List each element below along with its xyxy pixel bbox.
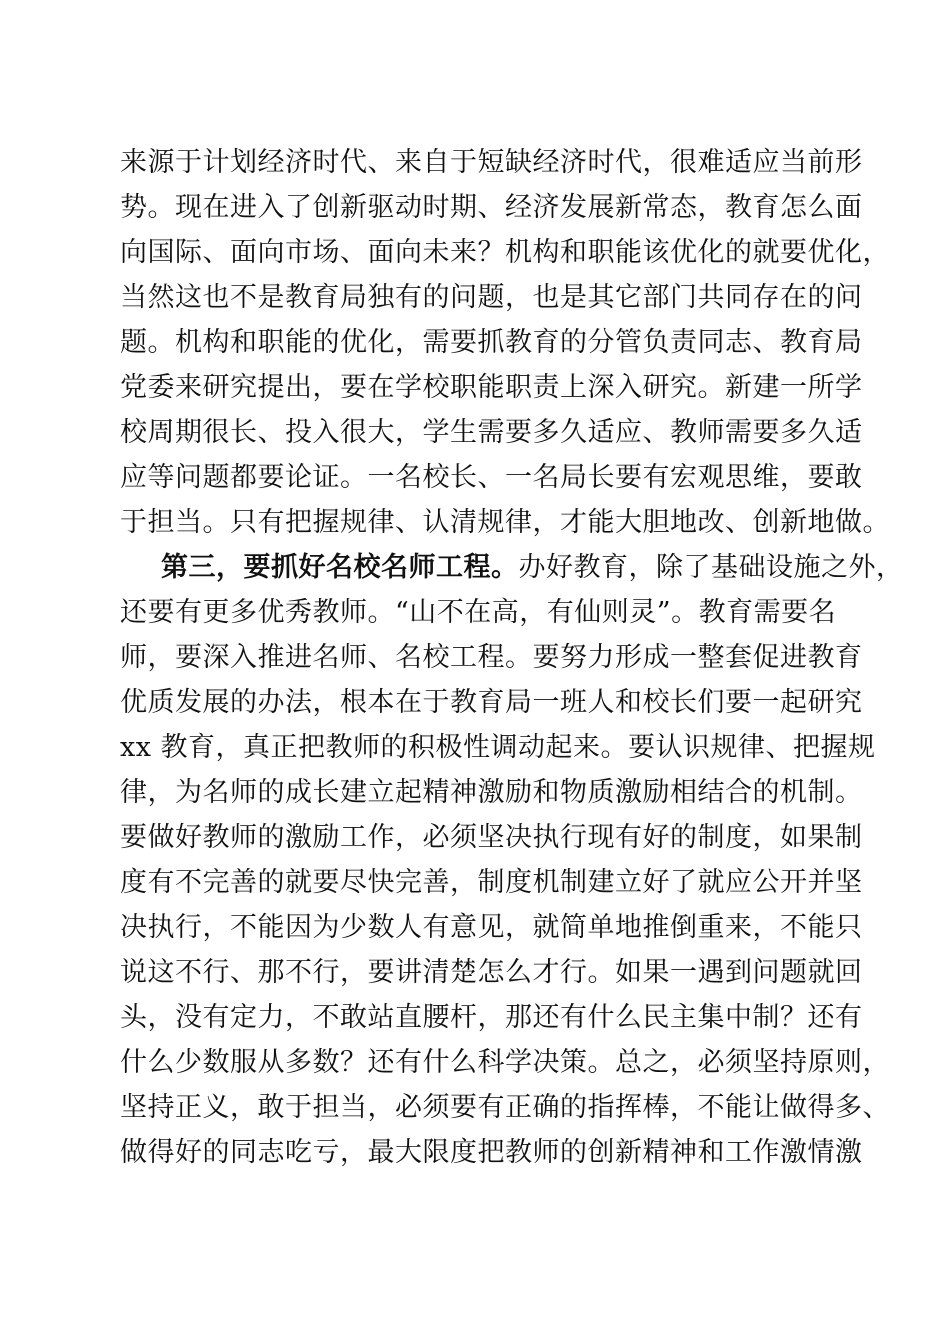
text-line: 要做好教师的激励工作，必须坚决执行现有好的制度，如果制	[120, 822, 863, 853]
text-line: 说这不行、那不行，要讲清楚怎么才行。如果一遇到问题就回	[120, 957, 863, 988]
text-line: 向国际、面向市场、面向未来？机构和职能该优化的就要优化，	[120, 237, 890, 268]
text-line: 党委来研究提出，要在学校职能职责上深入研究。新建一所学	[120, 372, 863, 403]
text-line: 头，没有定力，不敢站直腰杆，那还有什么民主集中制？还有	[120, 1002, 863, 1033]
text-line: 优质发展的办法，根本在于教育局一班人和校长们要一起研究	[120, 687, 863, 718]
text-line: 什么少数服从多数？还有什么科学决策。总之，必须坚持原则，	[120, 1047, 890, 1078]
paragraph-first-line	[120, 545, 904, 590]
document-body	[120, 140, 904, 1175]
text-line: 来源于计划经济时代、来自于短缺经济时代，很难适应当前形	[120, 147, 863, 178]
text-line: xx 教育，真正把教师的积极性调动起来。要认识规律、把握规	[120, 732, 876, 763]
text-line: 校周期很长、投入很大，学生需要多久适应、教师需要多久适	[120, 417, 863, 448]
text-line: 于担当。只有把握规律、认清规律，才能大胆地改、创新地做。	[120, 507, 890, 538]
text-line: 题。机构和职能的优化，需要抓教育的分管负责同志、教育局	[120, 327, 863, 358]
text-fragment: 办好教育，除了基础设施之外，	[518, 552, 904, 583]
section-heading: 第三，要抓好名校名师工程。	[161, 552, 519, 583]
text-line: 势。现在进入了创新驱动时期、经济发展新常态，教育怎么面	[120, 192, 863, 223]
text-line: 坚持正义，敢于担当，必须要有正确的指挥棒，不能让做得多、	[120, 1092, 890, 1123]
paragraph-2	[120, 545, 904, 1175]
text-line: 当然这也不是教育局独有的问题，也是其它部门共同存在的问	[120, 282, 863, 313]
paragraph-1	[120, 140, 890, 545]
text-line: 律，为名师的成长建立起精神激励和物质激励相结合的机制。	[120, 777, 863, 808]
text-line: 度有不完善的就要尽快完善，制度机制建立好了就应公开并坚	[120, 867, 863, 898]
text-line: 做得好的同志吃亏，最大限度把教师的创新精神和工作激情激	[120, 1137, 863, 1168]
text-line: 决执行，不能因为少数人有意见，就简单地推倒重来，不能只	[120, 912, 863, 943]
text-line: 还要有更多优秀教师。“山不在高，有仙则灵”。教育需要名	[120, 597, 837, 628]
text-line: 应等问题都要论证。一名校长、一名局长要有宏观思维，要敢	[120, 462, 863, 493]
text-line: 师，要深入推进名师、名校工程。要努力形成一整套促进教育	[120, 642, 863, 673]
